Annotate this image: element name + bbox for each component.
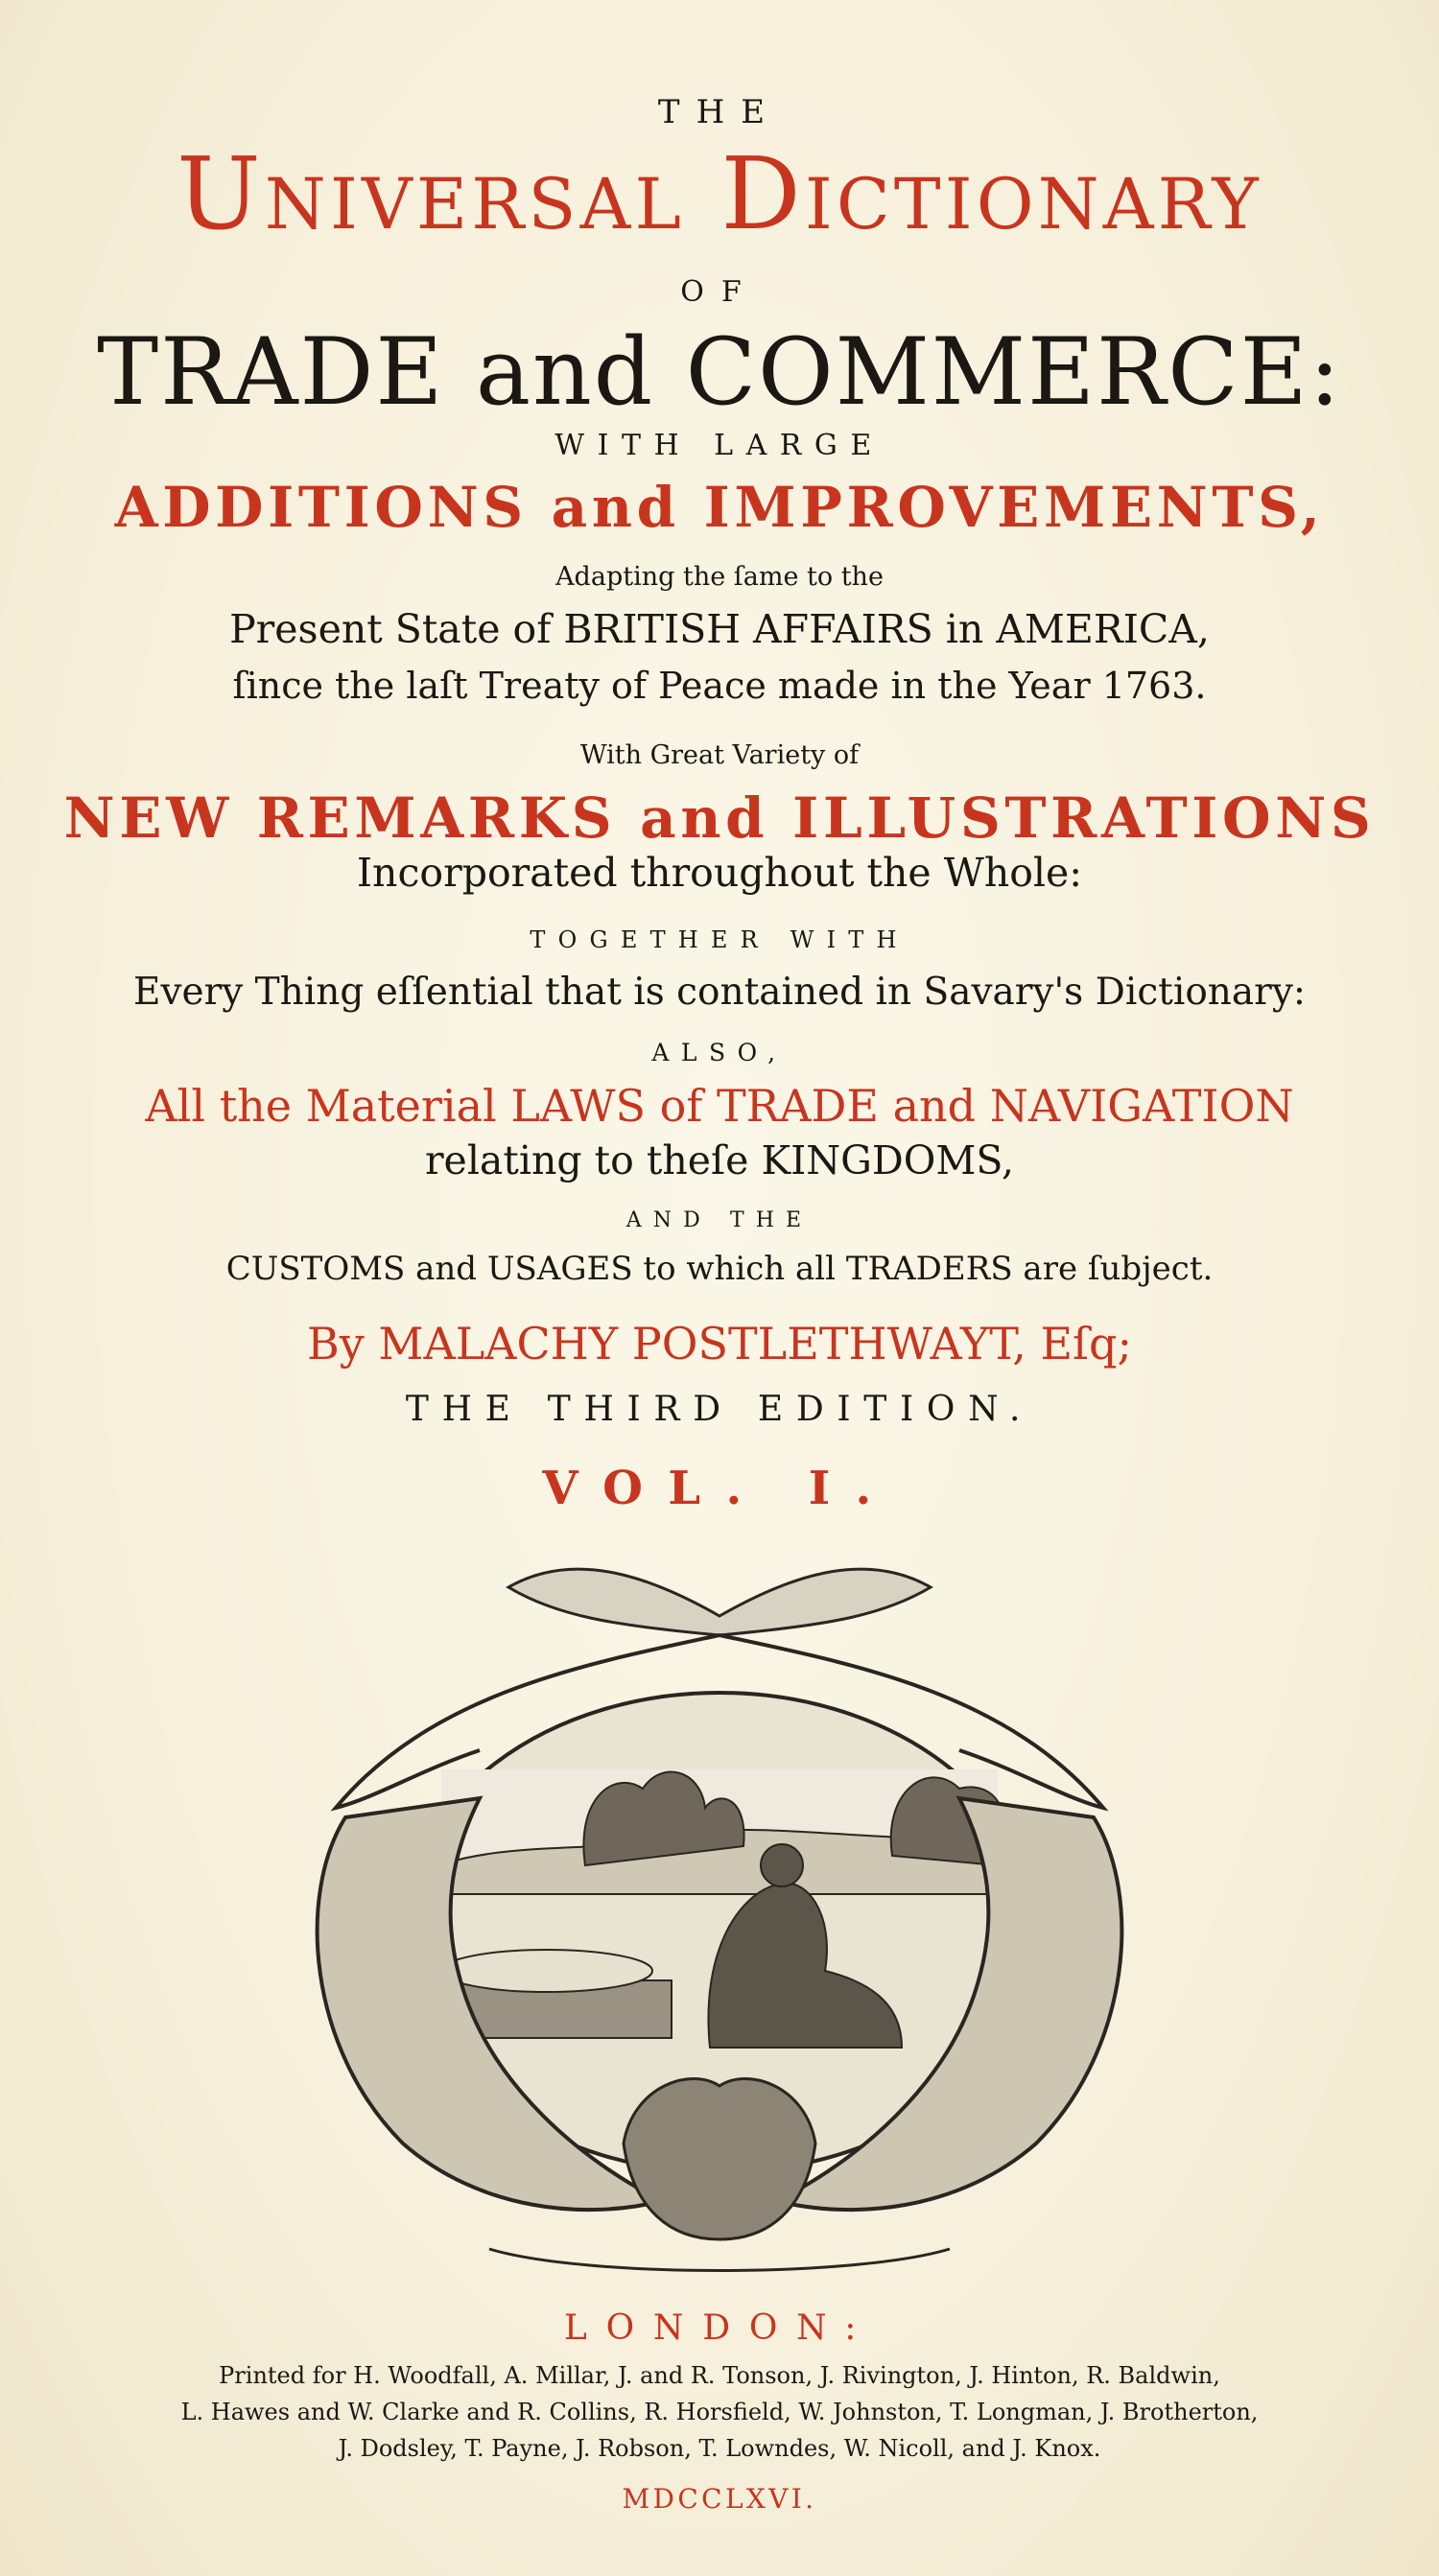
subtitle-with-large: WITH LARGE	[554, 429, 885, 462]
subtitle-relating: relating to theſe KINGDOMS,	[424, 1137, 1015, 1183]
fruit-cluster	[624, 2079, 815, 2240]
subtitle-new-remarks: NEW REMARKS and ILLUSTRATIONS	[63, 785, 1376, 851]
imprint-date: MDCCLXVI.	[622, 2483, 817, 2515]
title-trade-and-commerce: TRADE and COMMERCE:	[97, 318, 1342, 426]
imprint-line-1: Printed for H. Woodfall, A. Millar, J. and R. Tonson, J. Rivington, J. Hinton, R. Baldwin,	[219, 2362, 1220, 2389]
title-the: THE	[657, 93, 782, 131]
title-universal-dictionary: Universal Dictionary	[177, 135, 1262, 252]
subtitle-adapting: Adapting the ſame to the	[555, 562, 884, 592]
engraved-vignette	[269, 1549, 1170, 2287]
title-of: OF	[680, 275, 759, 309]
edition-line: THE THIRD EDITION.	[405, 1390, 1034, 1429]
imprint-line-3: J. Dodsley, T. Payne, J. Robson, T. Lowndes, W. Nicoll, and J. Knox.	[338, 2435, 1101, 2462]
subtitle-incorporated: Incorporated throughout the Whole:	[356, 850, 1083, 896]
ribbon-bow	[508, 1569, 931, 1635]
subtitle-and-the: AND THE	[625, 1208, 814, 1232]
author-line: By MALACHY POSTLETHWAYT, Eſq;	[306, 1318, 1132, 1370]
subtitle-customs: CUSTOMS and USAGES to which all TRADERS are ſubject.	[225, 1250, 1214, 1288]
subtitle-material-laws: All the Material LAWS of TRADE and NAVIGATION	[145, 1080, 1294, 1132]
subtitle-also: ALSO,	[651, 1039, 788, 1066]
subtitle-present-state: Present State of BRITISH AFFAIRS in AMERICA,	[229, 606, 1210, 652]
subtitle-together-with: TOGETHER WITH	[530, 926, 909, 953]
scene-figure-head	[761, 1844, 803, 1886]
imprint-line-2: L. Hawes and W. Clarke and R. Collins, R. Horsfield, W. Johnston, T. Longman, J. Brotherton,	[180, 2399, 1259, 2425]
subtitle-with-great-variety: With Great Variety of	[579, 740, 860, 770]
subtitle-since-treaty: ſince the laſt Treaty of Peace made in the Year 1763.	[232, 665, 1207, 707]
scene-sheep-flock	[441, 1950, 652, 1992]
volume-line: VOL. I.	[542, 1462, 897, 1515]
subtitle-additions: ADDITIONS and IMPROVEMENTS,	[114, 475, 1325, 540]
ribbon-bottom	[489, 2249, 950, 2271]
imprint-place: LONDON:	[563, 2308, 876, 2348]
vignette-engraving	[318, 1569, 1122, 2270]
subtitle-every-thing: Every Thing eſſential that is contained in Savary's Dictionary:	[133, 971, 1306, 1014]
